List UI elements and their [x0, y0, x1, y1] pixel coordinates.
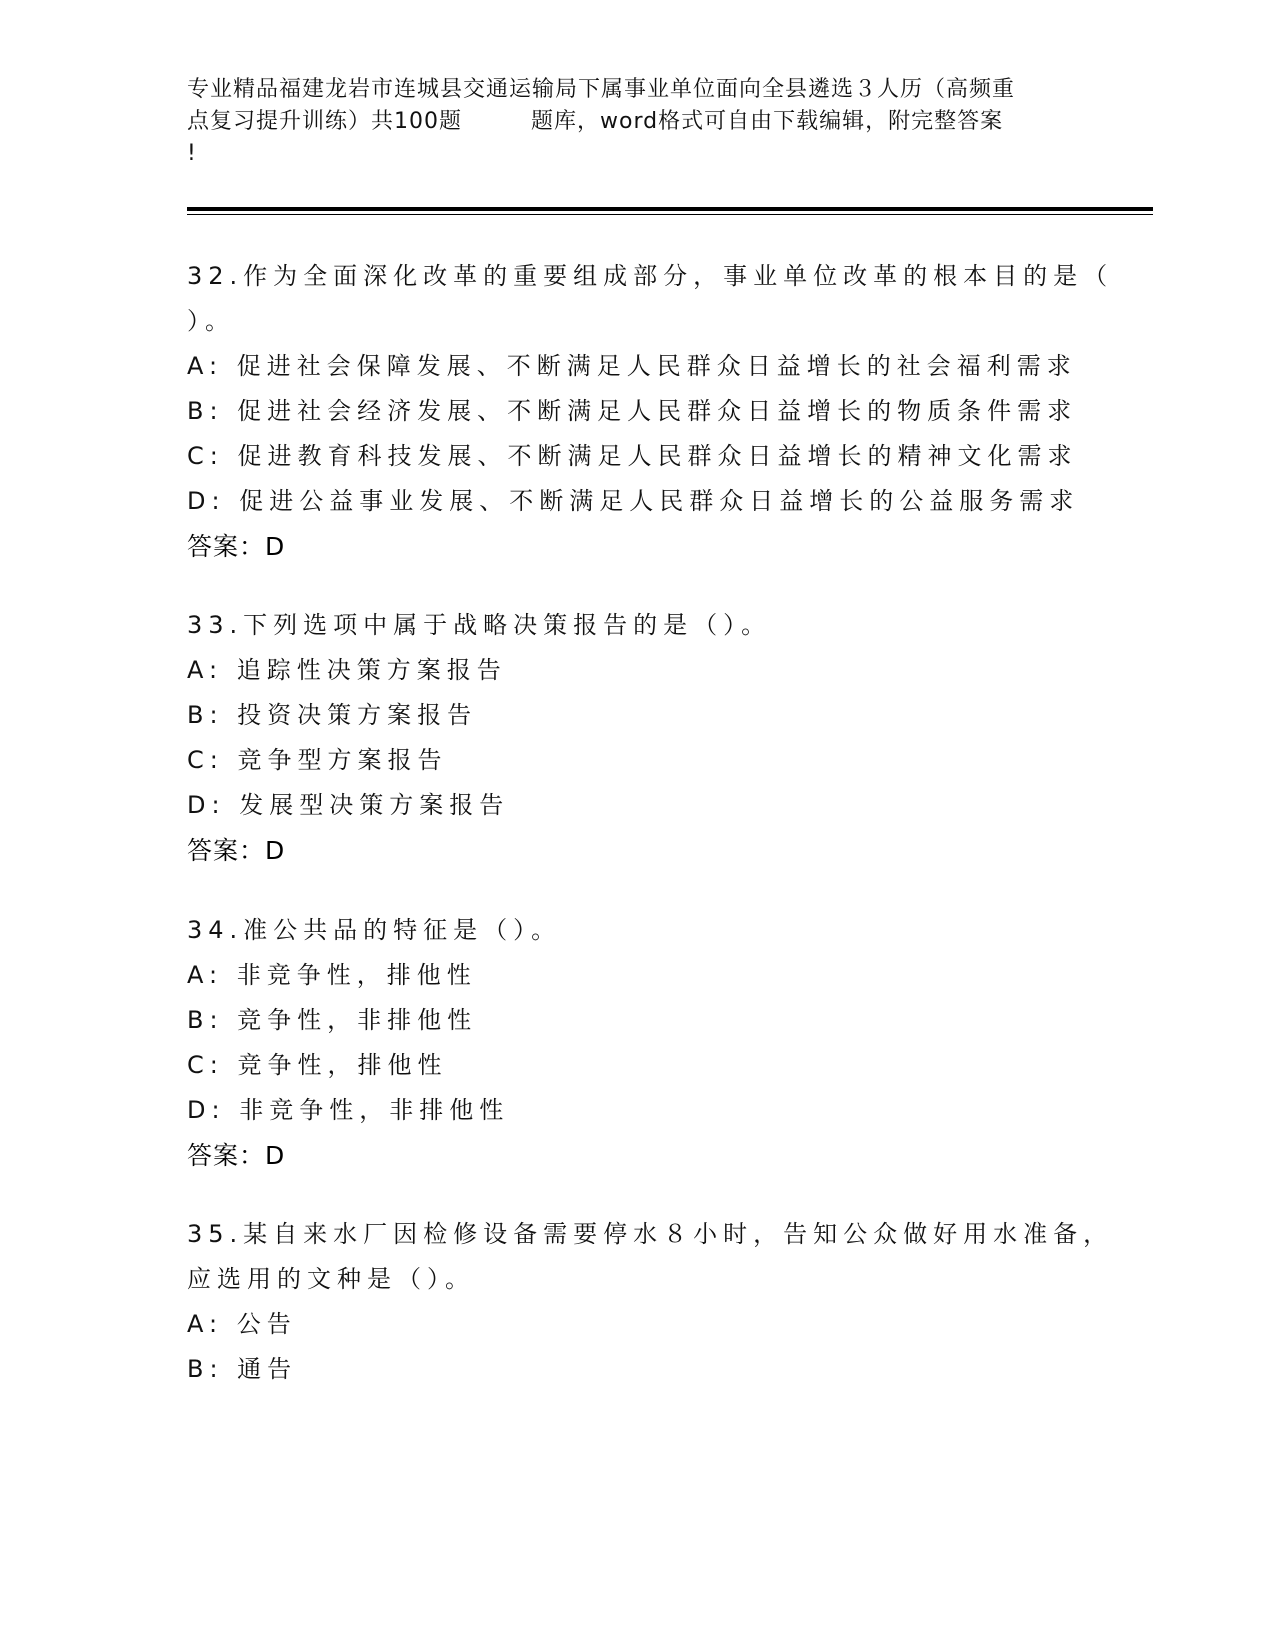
question-text-line-1: 34.准公共品的特征是（）。	[187, 916, 562, 944]
question-32	[187, 254, 1114, 569]
option-b: B: 竞争性，非排他性	[187, 1006, 478, 1034]
answer: 答案：D	[187, 1141, 286, 1170]
header-divider-thin	[187, 214, 1153, 215]
header-title-line-3: !	[187, 141, 197, 166]
option-c: C: 竞争性，排他性	[187, 1051, 448, 1079]
header-title-line-1: 专业精品福建龙岩市连城县交通运输局下属事业单位面向全县遴选３人历（高频重	[187, 77, 1016, 102]
header-divider-thick	[187, 207, 1153, 211]
option-c: C: 竞争型方案报告	[187, 746, 448, 774]
option-c: C: 促进教育科技发展、不断满足人民群众日益增长的精神文化需求	[187, 442, 1078, 470]
question-text-line-1: 32.作为全面深化改革的重要组成部分，事业单位改革的根本目的是（	[187, 262, 1114, 290]
option-d: D: 促进公益事业发展、不断满足人民群众日益增长的公益服务需求	[187, 487, 1080, 515]
question-text-line-2: 应选用的文种是（）。	[187, 1265, 475, 1293]
option-a: A: 追踪性决策方案报告	[187, 656, 507, 684]
header-title-line-2: 点复习提升训练）共100题 题库，word格式可自由下载编辑，附完整答案	[187, 109, 1004, 134]
option-d: D: 非竞争性，非排他性	[187, 1096, 510, 1124]
option-a: A: 非竞争性，排他性	[187, 961, 477, 989]
question-text-line-1: 33.下列选项中属于战略决策报告的是（）。	[187, 611, 772, 639]
question-text-line-1: 35.某自来水厂因检修设备需要停水８小时，告知公众做好用水准备，	[187, 1220, 1114, 1248]
option-a: A: 公告	[187, 1310, 297, 1338]
question-34	[187, 908, 1077, 1178]
option-a: A: 促进社会保障发展、不断满足人民群众日益增长的社会福利需求	[187, 352, 1077, 380]
question-35	[187, 1212, 1114, 1392]
answer: 答案：D	[187, 836, 286, 865]
option-d: D: 发展型决策方案报告	[187, 791, 510, 819]
answer: 答案：D	[187, 532, 286, 561]
option-b: B: 投资决策方案报告	[187, 701, 478, 729]
question-text-line-2: ）。	[187, 307, 235, 335]
option-b: B: 通告	[187, 1355, 298, 1383]
document-header	[187, 74, 1087, 170]
question-33	[187, 603, 1077, 873]
option-b: B: 促进社会经济发展、不断满足人民群众日益增长的物质条件需求	[187, 397, 1078, 425]
